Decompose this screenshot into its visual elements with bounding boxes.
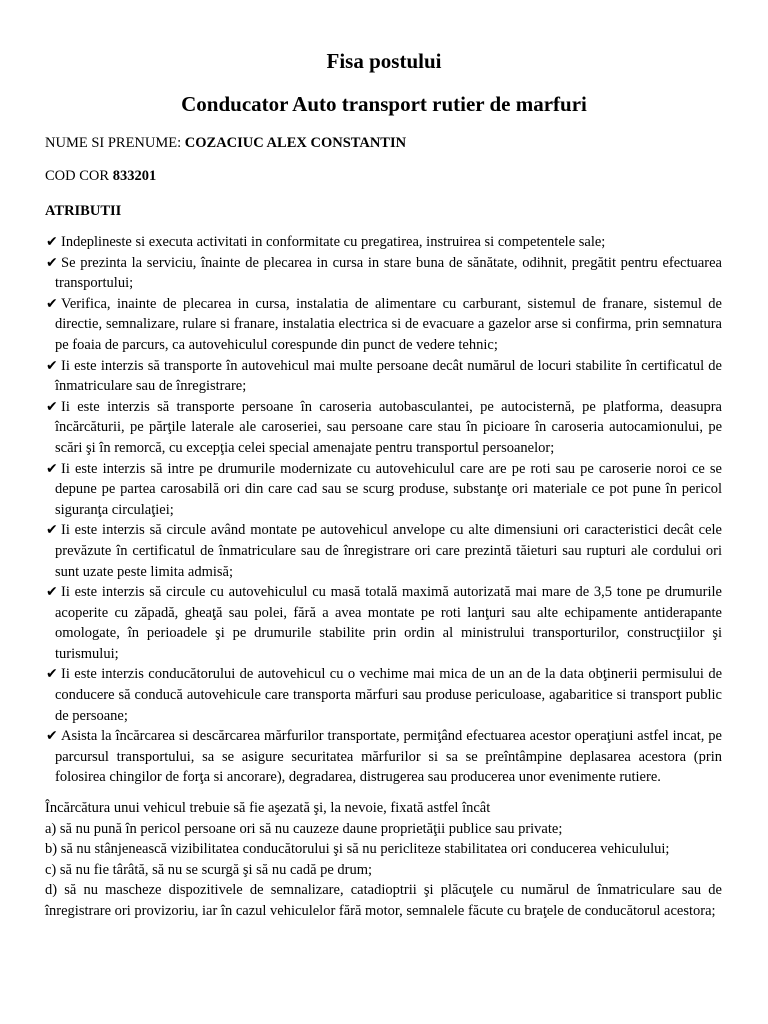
duty-text: Ii este interzis să transporte în autovehicul mai multe persoane decât numărul de locuri stabilite în certificatul de înmatriculare sau de înregistrare; xyxy=(55,357,722,395)
loading-rule-item: b) să nu stânjenească vizibilitatea conducătorului şi să nu periclitezе stabilitatea ori conducerea vehiculului; xyxy=(45,841,670,858)
name-field xyxy=(45,133,406,153)
list-item xyxy=(30,459,722,521)
list-item xyxy=(30,726,722,788)
list-item xyxy=(30,582,722,664)
checkmark-icon: ✔ xyxy=(46,460,58,477)
checkmark-icon: ✔ xyxy=(46,234,58,250)
cod-cor-value: 833201 xyxy=(112,168,157,184)
document-subtitle: Conducator Auto transport rutier de marfuri xyxy=(181,92,587,116)
name-value: COZACIUC ALEX CONSTANTIN xyxy=(184,135,407,151)
checkmark-icon: ✔ xyxy=(46,584,58,601)
list-item xyxy=(30,294,722,356)
list-item xyxy=(30,397,722,459)
cod-cor-field xyxy=(45,166,156,186)
checkmark-icon: ✔ xyxy=(46,522,58,539)
checkmark-icon: ✔ xyxy=(46,295,58,312)
checkmark-icon: ✔ xyxy=(46,728,58,745)
duty-text: Indeplineste si executa activitati in conformitate cu pregatirea, instruirea si competentele sale; xyxy=(61,234,606,250)
loading-rule-item: d) să nu mascheze dispozitivele de semnalizare, catadioptrii şi plăcuţele cu numărul de înmatriculare sau de înregistrare ori provizoriu, iar în cazul vehiculelor fără motor, semnalele făcute cu braţele de conducătorul acestora; xyxy=(45,882,722,919)
loading-rule-item: c) să nu fie târâtă, să nu se scurgă şi să nu cadă pe drum; xyxy=(45,861,373,878)
checkmark-icon: ✔ xyxy=(46,398,58,415)
duty-text: Ii este interzis să intre pe drumurile modernizate cu autovehiculul care are pe roti sau pe caroserie noroi ce se depune pe partea carosabilă ori din care cad sau se scurg produse, substanţe ori materiale ce pot pune în pericol siguranţa circulaţiei; xyxy=(55,460,722,518)
loading-rules-intro: Încărcătura unui vehicul trebuie să fie aşezată şi, la nevoie, fixată astfel încât xyxy=(45,800,491,816)
section-heading: ATRIBUTII xyxy=(45,203,122,219)
duty-text: Ii este interzis să transporte persoane în caroseria autobasculantei, pe autocisternă, pe platforma, deasupra încărcăturii, pe părţile laterale ale caroseriei, sau persoane care stau în picioare în caroseria autocamionului, pe scări şi în remorcă, cu excepţia celei special amenajate pentru transportul persoanelor; xyxy=(55,398,722,456)
duty-text: Se prezinta la serviciu, înainte de plecarea in cursa in stare buna de sănătate, odihnit, pregătit pentru efectuarea transportului; xyxy=(55,254,722,292)
checkmark-icon: ✔ xyxy=(46,666,58,683)
list-item xyxy=(30,664,722,726)
document-title: Fisa postului xyxy=(326,49,442,73)
duty-text: Verifica, inainte de plecarea in cursa, instalatia de alimentare cu carburant, sistemul de franare, sistemul de directie, semnalizare, rulare si franare, instalatia electrica si de evacuare a gazelor arse si confirma, prin semnatura pe foaia de parcurs, ca autovehiculul corespunde din punct de vedere tehnic; xyxy=(55,295,722,353)
duty-text: Asista la încărcarea si descărcarea mărfurilor transportate, permiţând efectuarea acestor operaţiuni astfel incat, pe parcursul transportului, sa se asigure securitatea mărfurilor si sa se preîntâmpine deplasarea acestora (prin folosirea chingilor de forţa si ancorare), degradarea, distrugerea sau producerea unor evenimente rutiere. xyxy=(55,728,722,786)
list-item xyxy=(30,232,722,253)
loading-rule-item: a) să nu pună în pericol persoane ori să nu cauzeze daune proprietăţii publice sau private; xyxy=(45,820,563,837)
duty-text: Ii este interzis să circule cu autovehiculul cu masă totală maximă autorizată mai mare de 3,5 tone pe drumurile acoperite cu zăpadă, gheaţă sau polei, fără a avea montate pe roti lanţuri sau alte echipamente antiderapante omologate, în perioadele şi pe drumurile stabilite prin ordin al ministrului transporturilor, construcţiilor şi turismului; xyxy=(55,584,722,662)
checkmark-icon: ✔ xyxy=(46,254,58,271)
duties-list xyxy=(30,232,722,788)
checkmark-icon: ✔ xyxy=(46,357,58,374)
loading-rules-paragraph xyxy=(45,798,722,922)
name-label: NUME SI PRENUME: xyxy=(45,135,185,151)
list-item xyxy=(30,253,722,294)
duty-text: Ii este interzis să circule având montate pe autovehicul anvelope cu alte dimensiuni ori caracteristici decât cele prevăzute în certificatul de înmatriculare sau de înregistrare ori care prezintă tăieturi sau rupturi ale cordului ori sunt uzate peste limita admisă; xyxy=(55,522,722,580)
cod-cor-label: COD COR xyxy=(45,168,113,184)
duty-text: Ii este interzis conducătorului de autovehicul cu o vechime mai mica de un an de la data obţinerii permisului de conducere să conducă autovehicule care transporta mărfuri sau produse periculoase, agabaritice si transport public de persoane; xyxy=(55,666,722,724)
list-item xyxy=(30,356,722,397)
list-item xyxy=(30,520,722,582)
